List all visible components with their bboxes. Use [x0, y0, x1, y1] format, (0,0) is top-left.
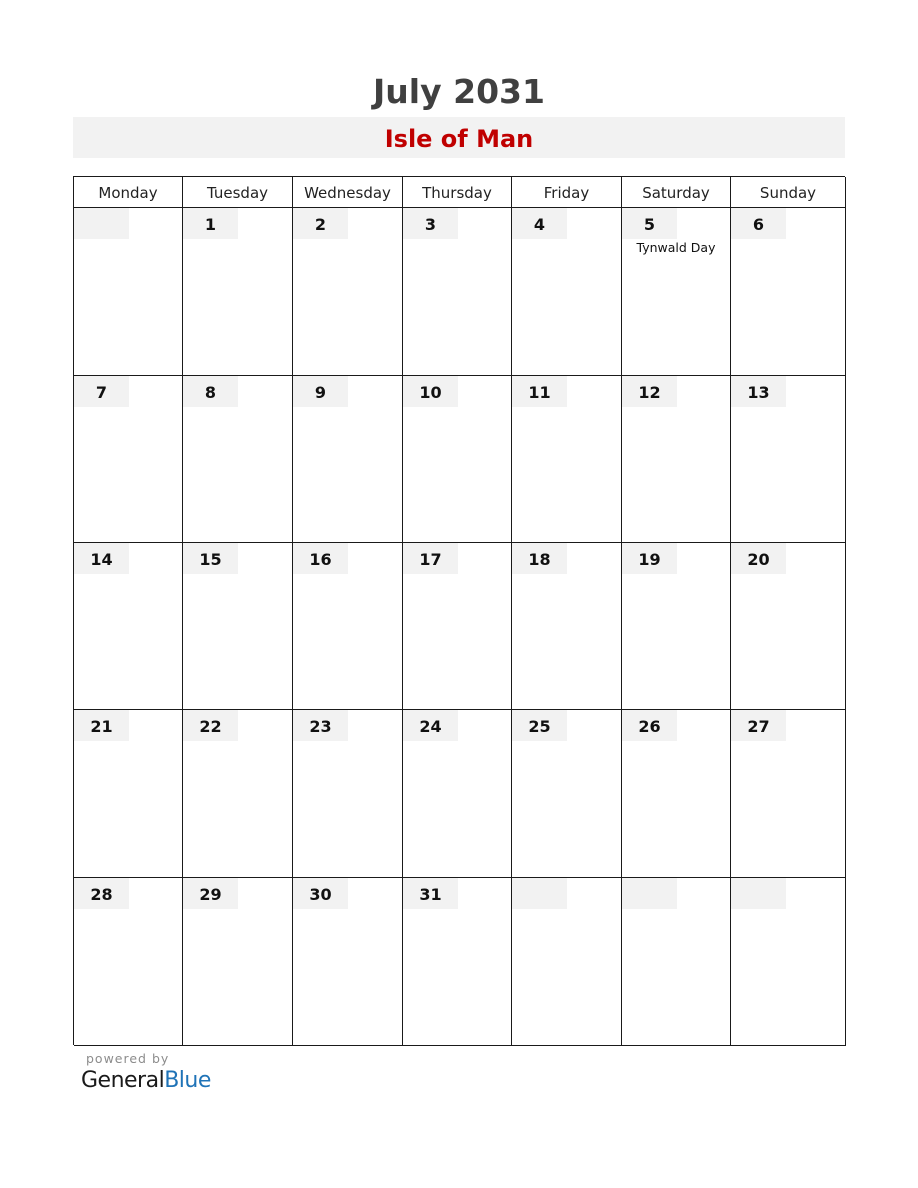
day-cell — [74, 543, 183, 710]
day-cell — [731, 543, 846, 710]
day-number: 12 — [622, 376, 677, 407]
day-cell — [403, 543, 512, 710]
weekday-header-sunday: Sunday — [731, 177, 846, 208]
day-cell — [183, 878, 293, 1046]
day-cell — [293, 878, 403, 1046]
day-number: 7 — [74, 376, 129, 407]
day-number: 8 — [183, 376, 238, 407]
day-number: 19 — [622, 543, 677, 574]
day-cell — [183, 208, 293, 376]
day-cell — [403, 376, 512, 543]
day-number: 13 — [731, 376, 786, 407]
day-cell — [183, 710, 293, 878]
day-number: 10 — [403, 376, 458, 407]
holiday-label: Tynwald Day — [636, 240, 716, 255]
brand-general-text: General — [81, 1068, 165, 1093]
weekday-header-monday: Monday — [74, 177, 183, 208]
day-cell — [293, 376, 403, 543]
day-number: 28 — [74, 878, 129, 909]
weekday-header-thursday: Thursday — [403, 177, 512, 208]
day-cell — [622, 208, 731, 376]
day-cell — [403, 208, 512, 376]
day-number — [622, 878, 677, 909]
day-number: 2 — [293, 208, 348, 239]
day-cell — [74, 710, 183, 878]
day-cell — [731, 376, 846, 543]
day-cell — [293, 710, 403, 878]
day-cell — [622, 878, 731, 1046]
day-cell — [293, 543, 403, 710]
weekday-header-saturday: Saturday — [622, 177, 731, 208]
day-cell — [731, 878, 846, 1046]
day-number: 11 — [512, 376, 567, 407]
day-number: 3 — [403, 208, 458, 239]
weekday-header-tuesday: Tuesday — [183, 177, 293, 208]
day-cell — [183, 543, 293, 710]
day-cell — [512, 543, 622, 710]
day-cell — [512, 376, 622, 543]
day-cell — [74, 878, 183, 1046]
day-cell — [183, 376, 293, 543]
day-number: 9 — [293, 376, 348, 407]
weekday-header-wednesday: Wednesday — [293, 177, 403, 208]
day-number: 15 — [183, 543, 238, 574]
day-cell — [731, 208, 846, 376]
day-number: 5 — [622, 208, 677, 239]
weekday-header-friday: Friday — [512, 177, 622, 208]
day-number: 25 — [512, 710, 567, 741]
day-cell — [622, 543, 731, 710]
day-number: 23 — [293, 710, 348, 741]
generalblue-logo[interactable] — [81, 1068, 211, 1093]
day-cell — [403, 710, 512, 878]
day-number: 31 — [403, 878, 458, 909]
day-number: 29 — [183, 878, 238, 909]
day-number: 14 — [74, 543, 129, 574]
day-number: 20 — [731, 543, 786, 574]
day-number — [74, 208, 129, 239]
day-cell — [74, 376, 183, 543]
day-number: 26 — [622, 710, 677, 741]
country-banner — [73, 117, 845, 158]
day-number: 1 — [183, 208, 238, 239]
day-number: 6 — [731, 208, 786, 239]
day-number: 21 — [74, 710, 129, 741]
country-title: Isle of Man — [384, 125, 534, 153]
day-number: 24 — [403, 710, 458, 741]
day-number — [731, 878, 786, 909]
calendar-grid — [73, 176, 845, 1045]
day-cell — [74, 208, 183, 376]
day-cell — [512, 208, 622, 376]
day-number — [512, 878, 567, 909]
day-number: 16 — [293, 543, 348, 574]
day-number: 18 — [512, 543, 567, 574]
day-cell — [403, 878, 512, 1046]
day-cell — [512, 878, 622, 1046]
day-cell — [293, 208, 403, 376]
day-cell — [512, 710, 622, 878]
day-number: 27 — [731, 710, 786, 741]
powered-by-label: powered by — [86, 1051, 170, 1066]
day-cell — [731, 710, 846, 878]
day-number: 17 — [403, 543, 458, 574]
day-number: 4 — [512, 208, 567, 239]
day-cell — [622, 376, 731, 543]
day-number: 30 — [293, 878, 348, 909]
month-title: July 2031 — [373, 72, 545, 111]
day-cell — [622, 710, 731, 878]
day-number: 22 — [183, 710, 238, 741]
brand-blue-text: Blue — [164, 1068, 211, 1093]
